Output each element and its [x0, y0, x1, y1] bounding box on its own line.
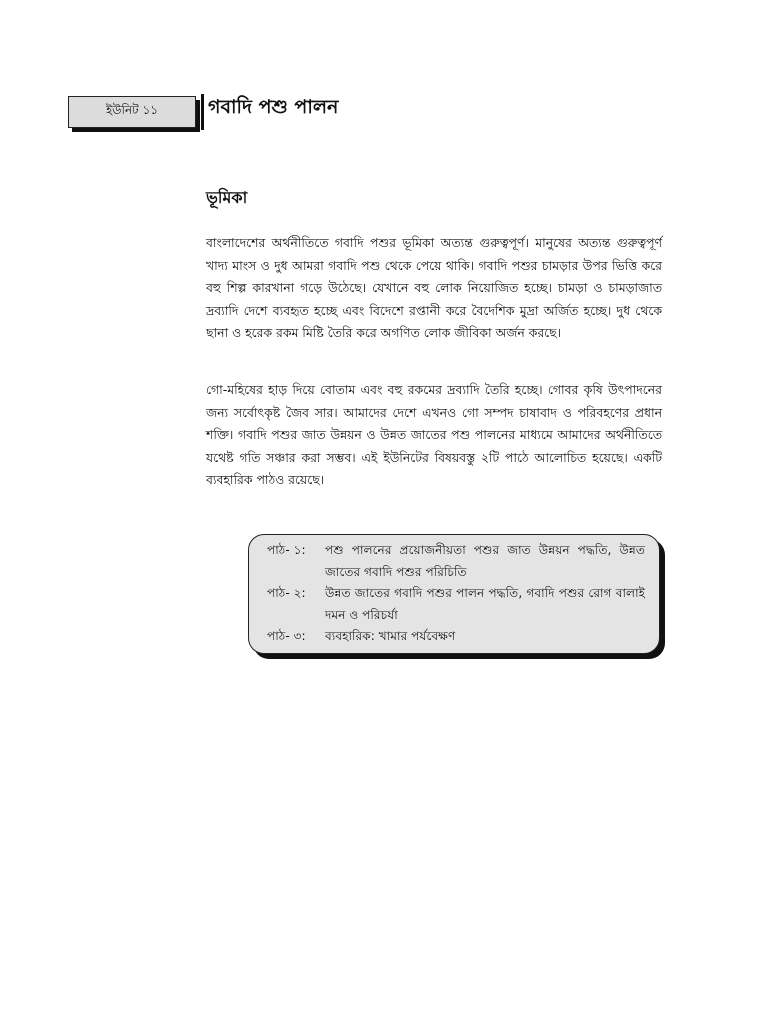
intro-paragraph-2: গো-মহিষের হাড় দিয়ে বোতাম এবং বহু রকমের দ্রব্যাদি তৈরি হচ্ছে। গোবর কৃষি উৎপাদনের জন্য সর্বোৎকৃষ্ট জৈব সার। আমাদের দেশে এখনও গো সম্পদ চাষাবাদ ও পরিবহণের প্রধান শক্তি। গবাদি পশুর জাত উন্নয়ন ও উন্নত জাতের পশু পালনের মাধ্যমে আমাদের অর্থনীতিতে যথেষ্ট গতি সঞ্চার করা সম্ভব। এই ইউনিটের বিষয়বস্তু ২টি পাঠে আলোচিত হয়েছে। একটি ব্যবহারিক পাঠও রয়েছে।: [206, 382, 662, 488]
unit-label: ইউনিট ১১: [105, 103, 159, 117]
unit-label-box: [68, 96, 196, 128]
title-divider: [201, 94, 204, 130]
lesson-item: [267, 540, 645, 583]
lesson-text: উন্নত জাতের গবাদি পশুর পালন পদ্ধতি, গবাদি পশুর রোগ বালাই দমন ও পরিচর্যা: [325, 586, 645, 622]
unit-title: গবাদি পশু পালন: [208, 96, 339, 118]
lesson-item: [267, 626, 645, 648]
lesson-text: ব্যবহারিক: খামার পর্যবেক্ষণ: [325, 629, 456, 643]
lesson-number: পাঠ- ২:: [267, 586, 306, 600]
lesson-number: পাঠ- ৩:: [267, 629, 306, 643]
section-heading: ভূমিকা: [206, 188, 248, 207]
lesson-text: পশু পালনের প্রয়োজনীয়তা পশুর জাত উন্নয়ন পদ্ধতি, উন্নত জাতের গবাদি পশুর পরিচিতি: [325, 543, 645, 579]
lesson-number: পাঠ- ১:: [267, 543, 306, 557]
intro-paragraph-1: বাংলাদেশের অর্থনীতিতে গবাদি পশুর ভূমিকা অত্যন্ত গুরুত্বপূর্ণ। মানুষের অত্যন্ত গুরুত্বপূর্ণ খাদ্য মাংস ও দুধ আমরা গবাদি পশু থেকে পেয়ে থাকি। গবাদি পশুর চামড়ার উপর ভিত্তি করে বহু শিল্প কারখানা গড়ে উঠেছে। যেখানে বহু লোক নিয়োজিত হচ্ছে। চামড়া ও চামড়াজাত দ্রব্যাদি দেশে ব্যবহৃত হচ্ছে এবং বিদেশে রপ্তানী করে বৈদেশিক মুদ্রা অর্জিত হচ্ছে। দুধ থেকে ছানা ও হরেক রকম মিষ্টি তৈরি করে অগণিত লোক জীবিকা অর্জন করছে।: [206, 235, 662, 341]
lesson-list-box: [248, 534, 660, 654]
lesson-item: [267, 583, 645, 626]
